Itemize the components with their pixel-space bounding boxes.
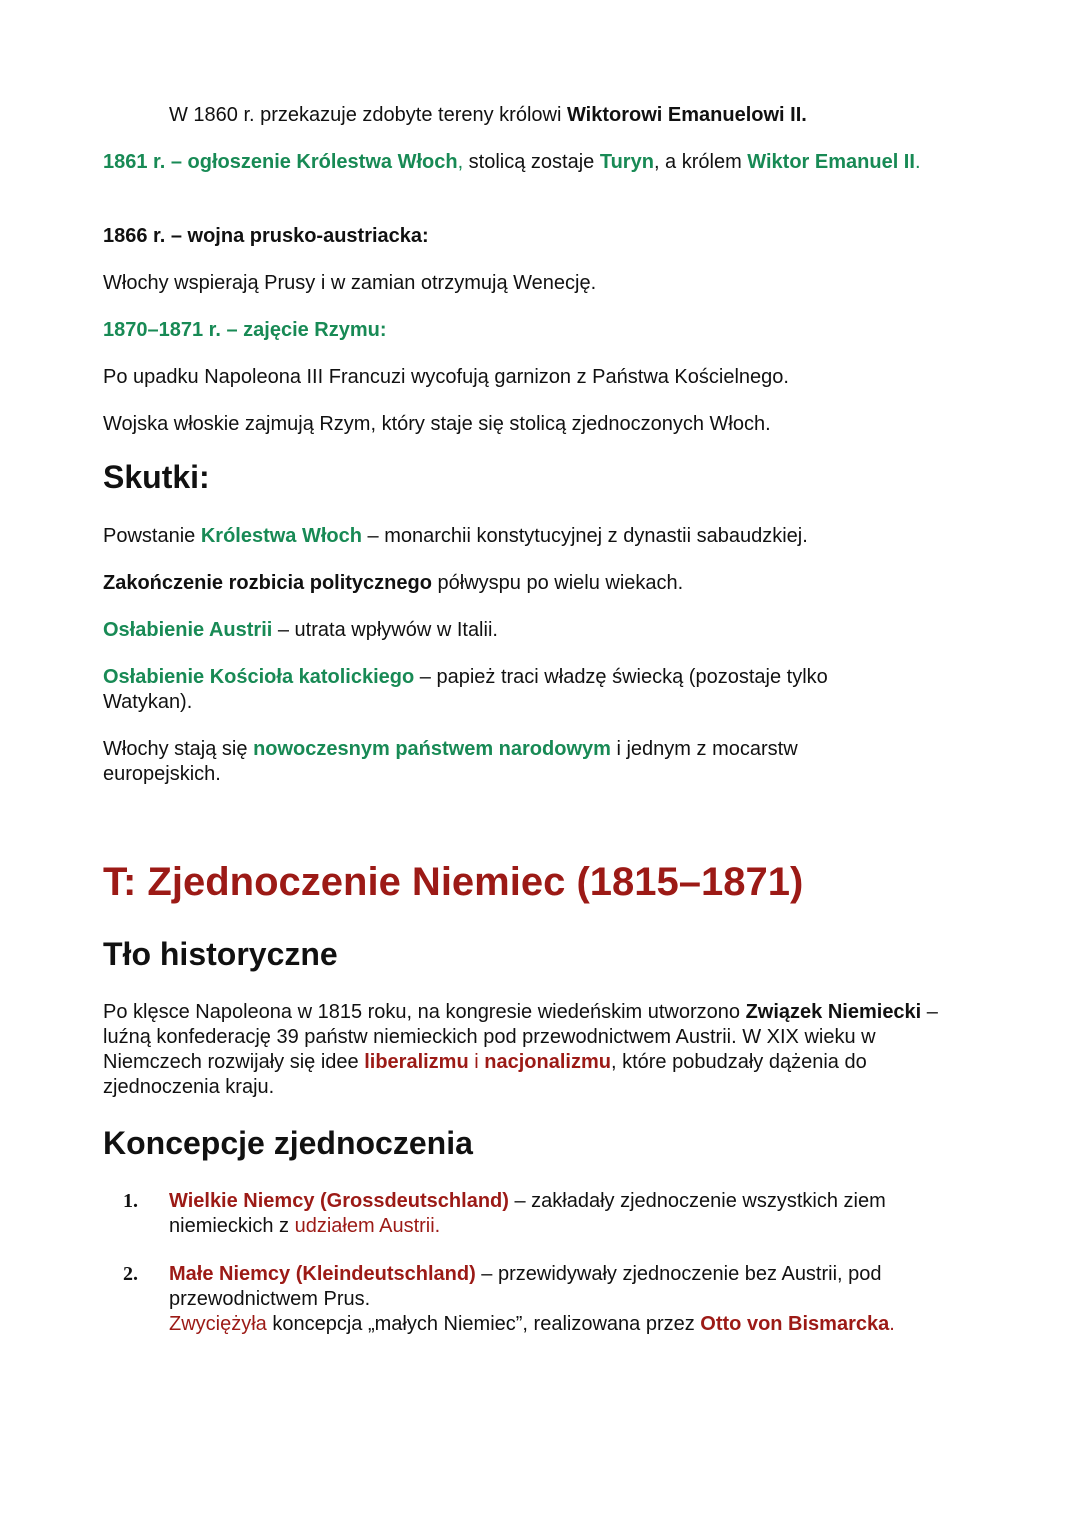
list-item-text: Wielkie Niemcy (Grossdeutschland) – zakładały zjednoczenie wszystkich ziem niemieckich z udziałem Austrii. (169, 1190, 886, 1237)
skutki-item-3: Osłabienie Austrii – utrata wpływów w Italii. (103, 619, 498, 641)
list-item (103, 1189, 983, 1244)
list-number: 2. (123, 1263, 138, 1285)
paragraph-napoleon: Po upadku Napoleona III Francuzi wycofują garnizon z Państwa Kościelnego. (103, 366, 789, 388)
bold-name: Wiktorowi Emanuelowi II. (566, 104, 807, 126)
skutki-item-2: Zakończenie rozbicia politycznego półwyspu po wielu wiekach. (103, 572, 684, 594)
list-number: 1. (123, 1190, 138, 1212)
list-item (103, 1262, 983, 1342)
list-item-text: Małe Niemcy (Kleindeutschland) – przewidywały zjednoczenie bez Austrii, pod przewodnictwem Prus. Zwyciężyła koncepcja „małych Niemiec”, realizowana przez Otto von Bismarcka. (169, 1263, 895, 1335)
skutki-item-1: Powstanie Królestwa Włoch – monarchii konstytucyjnej z dynastii sabaudzkiej. (103, 525, 808, 547)
paragraph-wenecja: Włochy wspierają Prusy i w zamian otrzymują Wenecję. (103, 272, 597, 294)
tlo-heading: Tło historyczne (103, 936, 338, 972)
paragraph-1866-heading: 1866 r. – wojna prusko-austriacka: (103, 225, 429, 247)
paragraph-1870-heading: 1870–1871 r. – zajęcie Rzymu: (103, 319, 387, 341)
koncepcje-heading: Koncepcje zjednoczenia (103, 1125, 473, 1161)
tlo-paragraph: Po klęsce Napoleona w 1815 roku, na kongresie wiedeńskim utworzono Związek Niemiecki – luźną konfederację 39 państw niemieckich pod przewodnictwem Austrii. W XIX wieku w Niemczech rozwijały się idee liberalizmu i nacjonalizmu, które pobudzały dążenia do zjednoczenia kraju. (103, 1001, 938, 1098)
skutki-heading: Skutki: (103, 459, 210, 495)
paragraph-1860: W 1860 r. przekazuje zdobyte tereny królowi Wiktorowi Emanuelowi II. (169, 104, 807, 126)
skutki-item-5: Włochy stają się nowoczesnym państwem narodowym i jednym z mocarstw europejskich. (103, 738, 798, 785)
paragraph-rzym: Wojska włoskie zajmują Rzym, który staje się stolicą zjednoczonych Włoch. (103, 413, 771, 435)
paragraph-1861: 1861 r. – ogłoszenie Królestwa Włoch, stolicą zostaje Turyn, a królem Wiktor Emanuel II. (103, 151, 921, 173)
skutki-item-4: Osłabienie Kościoła katolickiego – papież traci władzę świecką (pozostaje tylko Watykan). (103, 666, 828, 713)
page-title-germany: T: Zjednoczenie Niemiec (1815–1871) (103, 860, 804, 904)
